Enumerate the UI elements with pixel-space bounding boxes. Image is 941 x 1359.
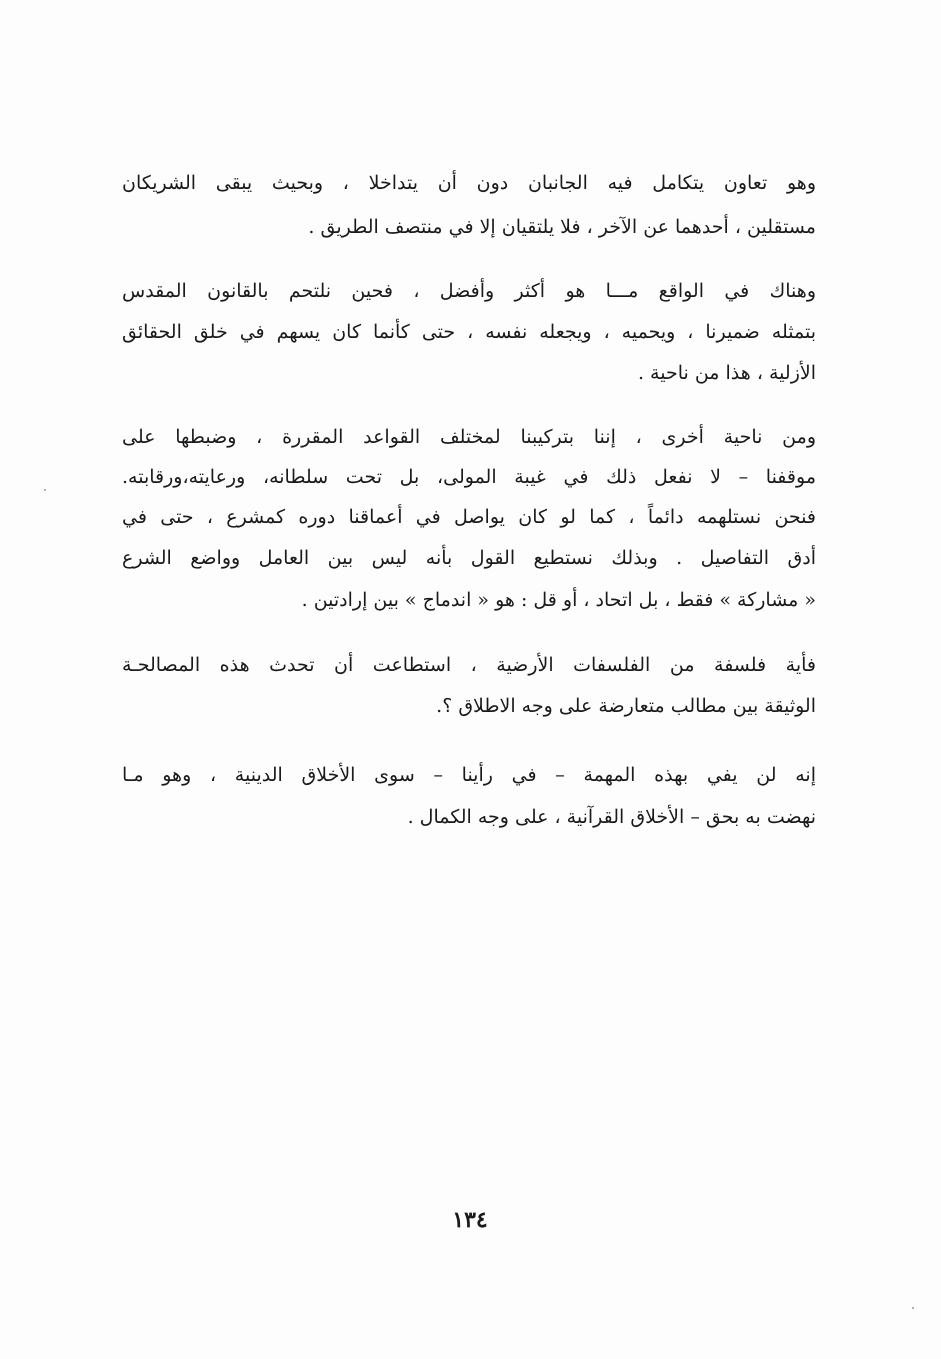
paragraph-line: فنحن نستلهمه دائماً ، كما لو كان يواصل في أعماقنا دوره كمشرع ، حتى في: [122, 506, 816, 528]
paragraph-line: فأية فلسفة من الفلسفات الأرضية ، استطاعت أن تحدث هذه المصالحـة: [122, 654, 816, 676]
scan-speck: [912, 1307, 914, 1309]
paragraph-line: نهضت به بحق – الأخلاق القرآنية ، على وجه الكمال .: [407, 806, 816, 828]
paragraph-line: الوثيقة بين مطالب متعارضة على وجه الاطلاق ؟.: [436, 695, 816, 717]
paragraph-line: « مشاركة » فقط ، بل اتحاد ، أو قل : هو « اندماج » بين إرادتين .: [301, 589, 816, 611]
scan-speck: [44, 489, 46, 491]
paragraph-line: إنه لن يفي بهذه المهمة – في رأينا – سوى الأخلاق الدينية ، وهو مـا: [122, 764, 816, 786]
paragraph-line: وهو تعاون يتكامل فيه الجانبان دون أن يتداخلا ، وبحيث يبقى الشريكان: [122, 172, 816, 194]
paragraph-line: بتمثله ضميرنا ، ويحميه ، ويجعله نفسه ، حتى كأنما كان يسهم في خلق الحقائق: [122, 321, 816, 343]
paragraph-line: وهناك في الواقع مـــا هو أكثر وأفضل ، فحين نلتحم بالقانون المقدس: [122, 280, 816, 302]
paragraph-line: موقفنا – لا نفعل ذلك في غيبة المولى، بل تحت سلطانه، ورعايته،ورقابته.: [122, 466, 816, 488]
paragraph-line: أدق التفاصيل . وبذلك نستطيع القول بأنه ليس بين العامل وواضع الشرع: [122, 547, 816, 569]
paragraph-line: الأزلية ، هذا من ناحية .: [637, 362, 816, 384]
paragraph-line: مستقلين ، أحدهما عن الآخر ، فلا يلتقيان إلا في منتصف الطريق .: [308, 216, 816, 238]
page-number: ١٣٤: [452, 1207, 488, 1233]
paragraph-line: ومن ناحية أخرى ، إننا بتركيبنا لمختلف القواعد المقررة ، وضبطها على: [122, 426, 816, 448]
